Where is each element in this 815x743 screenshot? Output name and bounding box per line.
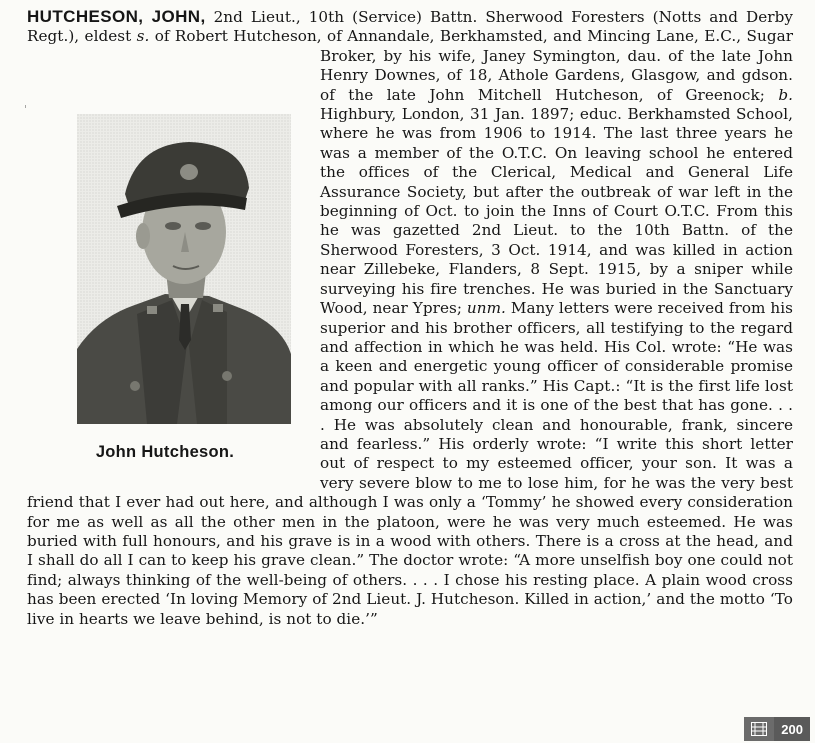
film-strip-icon[interactable]: [744, 717, 774, 741]
portrait-illustration: [77, 114, 291, 424]
page-badge[interactable]: [744, 717, 810, 741]
entry-text-1: 2nd Lieut., 10th (Service) Battn. Sherwood Foresters (Notts and Derby Regt.), eldest: [27, 8, 793, 46]
abbrev-unmarried: unm.: [466, 299, 506, 318]
scan-mark: ': [24, 103, 28, 116]
page-number: 200: [781, 721, 803, 737]
photo-caption: John Hutcheson.: [95, 443, 235, 461]
portrait-photo: [77, 114, 291, 424]
abbrev-son: s.: [136, 27, 150, 46]
entry-text-3: Highbury, London, 31 Jan. 1897; educ. Berkhamsted School, where he was from 1906 to 1914. The last three years he was a member of the O.T.C. On leaving school he entered the offices of the Clerical, Medical and General Life Assurance Society, but after the outbreak of war left in the beginning of Oct. to join the Inns of Court O.T.C. From this he was gazetted 2nd Lieut. to the 10th Battn. of the Sherwood Foresters, 3 Oct. 1914, and was killed in action near Zillebeke, Flanders, 8 Sept. 1915, by a sniper while surveying his fire trenches. He was buried in the Sanctuary Wood, near Ypres;: [320, 105, 793, 318]
entry-text-4: Many letters were received from his superior and his brother officers, all testifying to the regard and affection in which he was held. His Col. wrote: “He was a keen and energetic young officer of considerable promise and popular with all ranks.” His Capt.: “It is the first life lost among our officers and it is one of the best that has gone. . . . He was absolutely clean and honourable, frank, sincere and fearless.” His orderly wrote: “I write this short letter out of respect to my esteemed officer, your son. It was a very severe blow to me to lose him, for he was the very best friend that I ever had out here, and although I was only a ‘Tommy’ he showed every consideration for me as well as all the other men in the platoon, were he was very much esteemed. He was buried with full honours, and his grave is in a wood with others. There is a cross at the head, and I shall do all I can to keep his grave clean.” The doctor wrote: “A more unselfish boy one could not find; always thinking of the well-being of others. . . . I chose his resting place. A plain wood cross has been erected ‘In loving Memory of 2nd Lieut. J. Hutcheson. Killed in action,’ and the motto ‘To live in hearts we leave behind, is not to die.’”: [27, 299, 793, 628]
entry-name: HUTCHESON, JOHN,: [27, 7, 206, 26]
entry-text-2: of Robert Hutcheson, of Annandale, Berkhamsted, and Mincing Lane, E.C., Sugar Broker, by his wife, Janey Symington, dau. of the late John Henry Downes, of 18, Athole Gardens, Glasgow, and gdson. of the late John Mitchell Hutcheson, of Greenock;: [149, 27, 794, 104]
abbrev-born: b.: [778, 85, 793, 104]
